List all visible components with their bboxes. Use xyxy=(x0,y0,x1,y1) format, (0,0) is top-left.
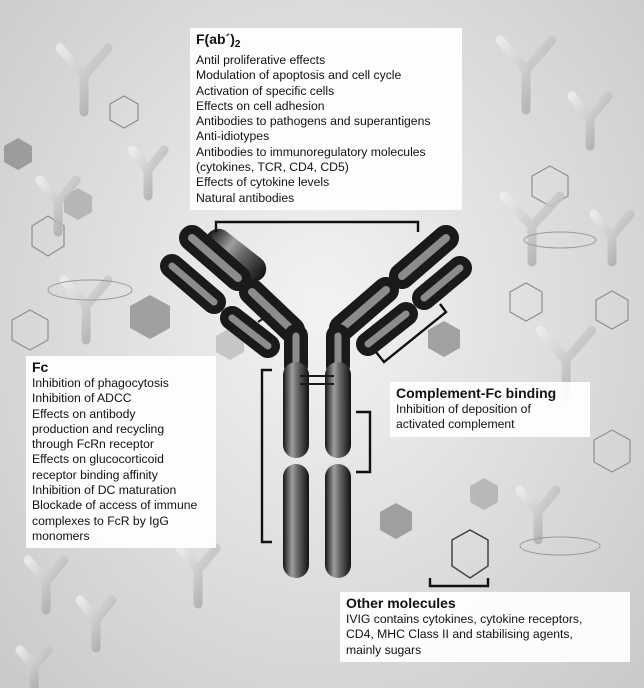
other-molecules-item: IVIG contains cytokines, cytokine receptors, xyxy=(346,612,583,626)
fc-item: Effects on antibody xyxy=(32,406,136,421)
fab2-item: Natural antibodies xyxy=(196,190,295,205)
fc-bracket xyxy=(262,370,272,542)
fc-panel xyxy=(26,356,216,548)
fab2-item: Antibodies to pathogens and superantigens xyxy=(196,114,431,129)
fc-title: Fc xyxy=(32,359,49,375)
fc-stem-left xyxy=(283,362,309,578)
other-molecules-title: Other molecules xyxy=(346,595,456,611)
fc-item: Effects on glucocorticoid xyxy=(32,452,164,467)
complement-item: Inhibition of deposition of xyxy=(396,402,531,416)
complement-panel xyxy=(390,382,590,437)
fab2-item: (cytokines, TCR, CD4, CD5) xyxy=(196,160,349,175)
fab2-panel xyxy=(190,28,462,210)
complement-title: Complement-Fc binding xyxy=(396,385,557,401)
fc-item: through FcRn receptor xyxy=(32,437,154,452)
fab2-item: Activation of specific cells xyxy=(196,83,335,98)
fab2-item: Antil proliferative effects xyxy=(196,53,326,67)
fc-item: production and recycling xyxy=(32,421,165,436)
hinge-region xyxy=(296,336,338,366)
complement-item: activated complement xyxy=(396,417,515,432)
fab2-item: Effects of cytokine levels xyxy=(196,175,330,190)
fab2-item: Modulation of apoptosis and cell cycle xyxy=(196,68,402,83)
fc-item: Inhibition of DC maturation xyxy=(32,483,177,498)
fc-item: Blockade of access of immune xyxy=(32,498,198,513)
other-molecules-bracket xyxy=(430,578,488,586)
fc-item: monomers xyxy=(32,528,90,543)
fab2-item: Anti-idiotypes xyxy=(196,129,270,144)
other-molecules-item: CD4, MHC Class II and stabilising agents, xyxy=(346,627,573,642)
fc-item: Inhibition of ADCC xyxy=(32,391,132,406)
fab2-title: $F(ab´)_2$ xyxy=(196,31,241,50)
fab2-item: Antibodies to immunoregulatory molecules xyxy=(196,144,426,159)
other-molecules-panel xyxy=(340,592,630,662)
fc-item: receptor binding affinity xyxy=(32,467,158,482)
other-molecules-item: mainly sugars xyxy=(346,642,422,657)
fc-item: complexes to FcR by IgG xyxy=(32,513,169,528)
fab2-item: Effects on cell adhesion xyxy=(196,98,325,113)
fc-stem-right xyxy=(325,362,351,578)
complement-bracket xyxy=(356,412,370,472)
fc-item: Inhibition of phagocytosis xyxy=(32,376,169,390)
fab-bracket xyxy=(216,222,418,232)
